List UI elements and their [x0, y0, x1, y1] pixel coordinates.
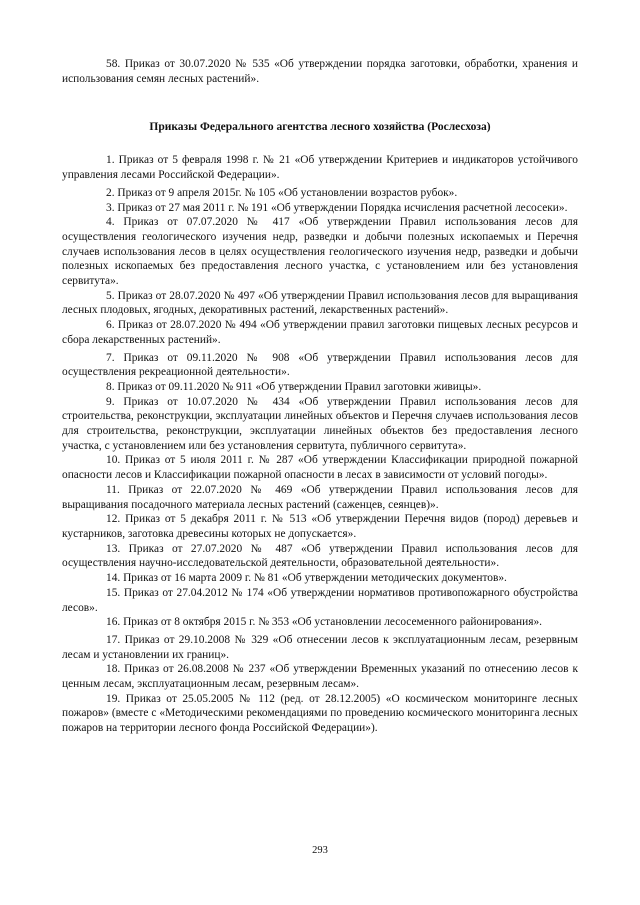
list-item: 17. Приказ от 29.10.2008 № 329 «Об отнесении лесов к эксплуатационным лесам, резервным лесам и установлении их границ». [62, 633, 578, 661]
page-number: 293 [312, 845, 328, 856]
list-item: 2. Приказ от 9 апреля 2015г. № 105 «Об установлении возрастов рубок». [106, 186, 458, 199]
list-item: 3. Приказ от 27 мая 2011 г. № 191 «Об утверждении Порядка исчисления расчетной лесосеки». [106, 201, 568, 214]
list-item: 4. Приказ от 07.07.2020 № 417 «Об утверждении Правил использования лесов для осуществления геологического изучения недр, разведки и добычи полезных ископаемых и Перечня случаев использования лесов в целях осуществления геологического изучения недр, разведки и добычи полезных ископаемых без предоставления лесного участка, с установлением или без установления сервитута». [62, 216, 578, 288]
list-item: 15. Приказ от 27.04.2012 № 174 «Об утверждении нормативов противопожарного обустройства лесов». [62, 586, 578, 614]
list-item: 8. Приказ от 09.11.2020 № 911 «Об утверждении Правил заготовки живицы». [106, 380, 482, 393]
list-item: 7. Приказ от 09.11.2020 № 908 «Об утверждении Правил использования лесов для осуществления рекреационной деятельности». [62, 351, 578, 379]
list-item: 9. Приказ от 10.07.2020 № 434 «Об утверждении Правил использования лесов для строительства, реконструкции, эксплуатации линейных объектов и Перечня случаев использования лесов для строительства, реконструкции, эксплуатации линейных объектов без предоставления лесного участка, с установлением или без установления сервитута, публичного сервитута». [62, 395, 578, 452]
list-item: 5. Приказ от 28.07.2020 № 497 «Об утверждении Правил использования лесов для выращивания лесных плодовых, ягодных, декоративных растений, лекарственных растений». [62, 289, 578, 317]
list-item: 6. Приказ от 28.07.2020 № 494 «Об утверждении правил заготовки пищевых лесных ресурсов и сбора лекарственных растений». [62, 319, 578, 346]
list-item: 12. Приказ от 5 декабря 2011 г. № 513 «Об утверждении Перечня видов (пород) деревьев и кустарников, заготовка древесины которых не допускается». [62, 513, 578, 540]
document-page [62, 57, 578, 736]
list-item: 10. Приказ от 5 июля 2011 г. № 287 «Об утверждении Классификации природной пожарной опасности лесов и Классификации пожарной опасности в лесах в зависимости от условий погоды». [62, 454, 578, 482]
list-item: 19. Приказ от 25.05.2005 № 112 (ред. от 28.12.2005) «О космическом мониторинге лесных пожаров» (вместе с «Методическими рекомендациями по проведению космического мониторинга лесных пожаров на территории лесного фонда Российской Федерации»). [62, 692, 578, 735]
list-item: 14. Приказ от 16 марта 2009 г. № 81 «Об утверждении методических документов». [106, 572, 507, 585]
list-item: 16. Приказ от 8 октября 2015 г. № 353 «Об установлении лесосеменного районирования». [106, 616, 543, 629]
list-item: 1. Приказ от 5 февраля 1998 г. № 21 «Об утверждении Критериев и индикаторов устойчивого управления лесами Российской Федерации». [62, 154, 578, 182]
list-item: 18. Приказ от 26.08.2008 № 237 «Об утверждении Временных указаний по отнесению лесов к ценным лесам, эксплуатационным лесам, резервным лесам». [62, 663, 578, 691]
list-item: 11. Приказ от 22.07.2020 № 469 «Об утверждении Правил использования лесов для выращивания посадочного материала лесных растений (саженцев, сеянцев)». [62, 483, 578, 511]
order-list [62, 153, 578, 735]
list-item-58: 58. Приказ от 30.07.2020 № 535 «Об утверждении порядка заготовки, обработки, хранения и использования семян лесных растений». [62, 58, 578, 85]
section-heading: Приказы Федерального агентства лесного хозяйства (Рослесхоза) [149, 121, 491, 134]
list-item: 13. Приказ от 27.07.2020 № 487 «Об утверждении Правил использования лесов для осуществления научно-исследовательской деятельности, образовательной деятельности». [62, 542, 578, 570]
